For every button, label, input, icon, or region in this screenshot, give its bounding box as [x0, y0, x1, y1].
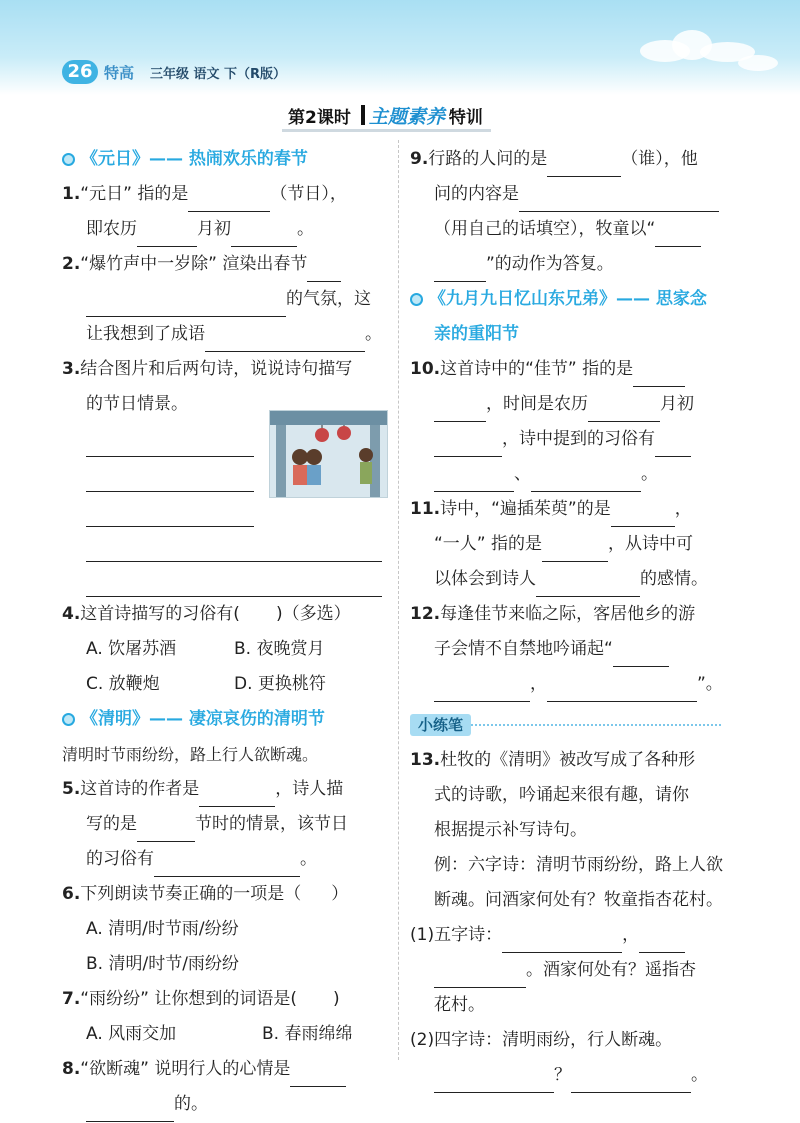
question-10: 10.这首诗中的“佳节” 指的是: [410, 352, 736, 387]
answer-blank[interactable]: [231, 224, 297, 247]
question-13: 13.杜牧的《清明》被改写成了各种形: [410, 750, 696, 770]
option-a[interactable]: A. 风雨交加: [86, 1024, 177, 1044]
practice-badge: 小练笔: [410, 714, 471, 736]
lesson-main-title: 主题素养: [368, 105, 445, 128]
cloud-decoration: [738, 55, 778, 71]
illustration-svg: [270, 411, 387, 497]
practice-header: [410, 708, 736, 743]
answer-blank[interactable]: [502, 930, 622, 953]
header-band: [0, 0, 800, 95]
option-d[interactable]: D. 更换桃符: [234, 674, 326, 694]
answer-blank[interactable]: [588, 399, 660, 422]
answer-blank[interactable]: [536, 574, 640, 597]
practice-divider: [471, 724, 721, 726]
question-5: 5.这首诗的作者是 ，诗人描: [62, 772, 388, 807]
section-heading-yuanri: 《元日》—— 热闹欢乐的春节: [62, 142, 388, 177]
title-bar: [361, 105, 365, 125]
answer-blank[interactable]: [290, 1064, 346, 1087]
question-1: 1.“元日” 指的是 （节日），: [62, 177, 388, 212]
answer-blank[interactable]: [137, 224, 197, 247]
answer-line[interactable]: [86, 434, 254, 457]
option-b[interactable]: B. 清明/时节/雨纷纷: [86, 954, 239, 974]
answer-blank[interactable]: [434, 679, 530, 702]
answer-blank[interactable]: [137, 819, 195, 842]
answer-blank[interactable]: [547, 154, 621, 177]
question-11: 11.诗中，“遍插茱萸”的是 ，: [410, 492, 736, 527]
subquestion-2: (2)四字诗：清明雨纷，行人断魂。: [410, 1030, 673, 1050]
option-a[interactable]: A. 清明/时节雨/纷纷: [86, 919, 239, 939]
question-2: 2.“爆竹声中一岁除” 渲染出春节: [62, 247, 388, 282]
section-bullet-icon: [62, 153, 75, 166]
lesson-title: [282, 102, 483, 128]
answer-line[interactable]: [86, 539, 382, 562]
answer-blank[interactable]: [655, 224, 701, 247]
answer-blank[interactable]: [307, 259, 341, 282]
title-underline: [282, 129, 491, 132]
section-bullet-icon: [410, 293, 423, 306]
lesson-sub-title: 特训: [448, 107, 483, 128]
answer-blank[interactable]: [542, 539, 608, 562]
lesson-tag: 第2课时: [288, 107, 351, 128]
book-title: 三年级 语文 下（R版）: [150, 67, 287, 82]
answer-blank[interactable]: [613, 644, 669, 667]
answer-blank[interactable]: [519, 189, 719, 212]
answer-blank[interactable]: [655, 434, 691, 457]
example-line: 例：六字诗：清明节雨纷纷，路上人欲: [434, 855, 723, 875]
subquestion-1: (1)五字诗： ，: [410, 918, 736, 953]
answer-blank[interactable]: [199, 784, 275, 807]
answer-blank[interactable]: [639, 930, 685, 953]
section-bullet-icon: [62, 713, 75, 726]
section-heading-qingming: 《清明》—— 凄凉哀伤的清明节: [62, 702, 388, 737]
question-9: 9.行路的人问的是 （谁），他: [410, 142, 736, 177]
option-b[interactable]: B. 春雨绵绵: [262, 1024, 353, 1044]
answer-blank[interactable]: [547, 679, 697, 702]
answer-blank[interactable]: [434, 1070, 554, 1093]
option-c[interactable]: C. 放鞭炮: [86, 674, 160, 694]
answer-blank[interactable]: [434, 965, 526, 988]
answer-blank[interactable]: [86, 1099, 174, 1122]
answer-blank[interactable]: [86, 294, 286, 317]
festival-illustration: [269, 410, 388, 498]
answer-blank[interactable]: [434, 259, 486, 282]
answer-blank[interactable]: [571, 1070, 691, 1093]
page-number: 26: [62, 60, 98, 84]
left-column: 《元日》—— 热闹欢乐的春节 1.“元日” 指的是 （节日）， 即农历 月初 。 2.“爆竹声中一岁除” 渲染出春节 的气氛，这 让我想到了成语 。 3.结合图片和后两句诗，说说诗句描写 的节日情景。 4.这首诗描写的习俗有( )（多选） A. 饮屠苏酒 B. 夜晚赏月 C. 放鞭炮 D. 更换桃符 《清明》—— 凄凉哀伤的清明节 清明时节雨纷纷，路上行人欲断魂。 5.这首诗的作者是 ，诗人描 写的是 节时的情景，该节日 的习俗有 。 6.下列朗读节奏正确的一项是（ ） A. 清明/时节雨/纷纷 B. 清明/时节/雨纷纷 7.“雨纷纷” 让你想到的词语是( ) A. 风雨交加 B. 春雨绵绵 8.“欲断魂” 说明行人的心情是 的。: [62, 142, 388, 1122]
poem-line: 清明时节雨纷纷，路上行人欲断魂。: [62, 745, 319, 764]
answer-line[interactable]: [86, 504, 254, 527]
answer-line[interactable]: [86, 574, 382, 597]
answer-blank[interactable]: [205, 329, 365, 352]
question-3: 3.结合图片和后两句诗，说说诗句描写: [62, 359, 353, 379]
answer-blank[interactable]: [434, 469, 514, 492]
answer-blank[interactable]: [154, 854, 300, 877]
answer-blank[interactable]: [434, 399, 486, 422]
question-4: 4.这首诗描写的习俗有( )（多选）: [62, 604, 351, 624]
answer-line[interactable]: [86, 469, 254, 492]
question-7: 7.“雨纷纷” 让你想到的词语是( ): [62, 989, 340, 1009]
brand-logo: 特高: [104, 64, 135, 82]
answer-blank[interactable]: [188, 189, 270, 212]
section-heading-chongyang: 《九月九日忆山东兄弟》—— 思家念: [410, 282, 736, 317]
option-b[interactable]: B. 夜晚赏月: [234, 639, 325, 659]
example-line: 断魂。问酒家何处有？牧童指杏花村。: [434, 890, 723, 910]
question-8: 8.“欲断魂” 说明行人的心情是: [62, 1052, 388, 1087]
answer-blank[interactable]: [434, 434, 502, 457]
right-column: 9.行路的人问的是 （谁），他 问的内容是 （用自己的话填空），牧童以“ ”的动作为答复。 《九月九日忆山东兄弟》—— 思家念 亲的重阳节 10.这首诗中的“佳节” 指的是 ，时间是农历 月初 ，诗中提到的习俗有 、 。 11.诗中，“遍插茱萸”的是 ， “一人” 指的是 ，从诗中可 以体会到诗人 的感情。 12.每逢佳节来临之际，客居他乡的游 子会情不自禁地吟诵起“ ， ”。 小练笔 13.杜牧的《清明》被改写成了各种形 式的诗歌，吟诵起来很有趣，请你 根据提示补写诗句。 例：六字诗：清明节雨纷纷，路上人欲 断魂。问酒家何处有？牧童指杏花村。 (1)五字诗： ， 。酒家何处有？遥指杏 花村。 (2)四字诗：清明雨纷，行人断魂。 ？ 。: [410, 142, 736, 1093]
column-divider: [398, 140, 399, 1060]
answer-blank[interactable]: [531, 469, 641, 492]
option-a[interactable]: A. 饮屠苏酒: [86, 639, 177, 659]
question-6: 6.下列朗读节奏正确的一项是（ ）: [62, 884, 349, 904]
answer-blank[interactable]: [611, 504, 675, 527]
answer-blank[interactable]: [633, 364, 685, 387]
question-12: 12.每逢佳节来临之际，客居他乡的游: [410, 604, 696, 624]
